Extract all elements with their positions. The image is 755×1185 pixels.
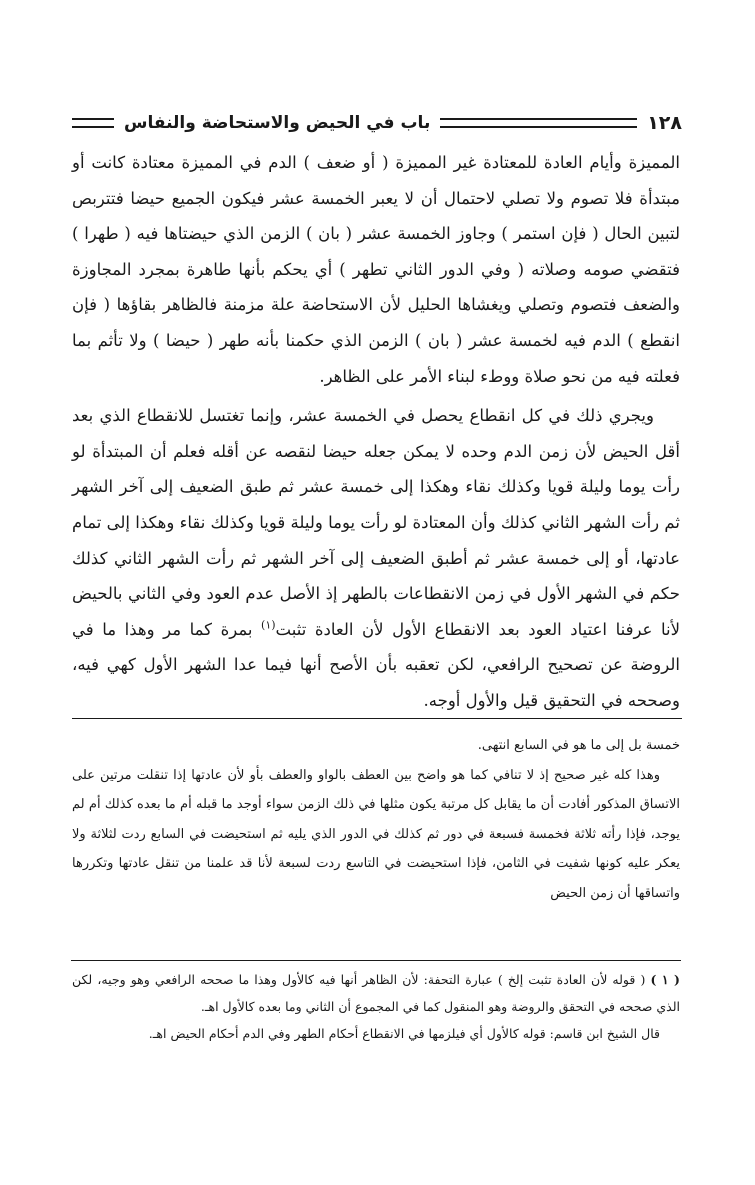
main-divider: [72, 718, 682, 719]
main-text: [72, 145, 680, 719]
main-paragraph-2-part-2: بمرة كما مر وهذا ما في الروضة عن تصحيح الرافعي، لكن تعقبه بأن الأصح أنها فيما عدا الشهر الأول كهي فيه، وصححه في التحقيق قيل والأول أوجه.: [72, 619, 680, 710]
main-paragraph-2: [72, 398, 680, 718]
footnote-paragraph-1: [72, 966, 680, 1020]
footnote-paragraph-2: قال الشيخ ابن قاسم: قوله كالأول أي فيلزمها في الانقطاع أحكام الطهر وفي الدم أحكام الحيض اهـ.: [148, 1026, 660, 1041]
footnote-reference[interactable]: (١): [261, 618, 276, 632]
footnote-text-1: ( قوله لأن العادة تثبت إلخ ) عبارة التحفة: لأن الظاهر أنها فيه كالأول وهذا ما صححه الرافعي وهو وجيه، لكن الذي صححه في التحقق والروضة وهو المنقول كما في المجموع أن الثاني وما بعده كالأول اهـ.: [72, 972, 680, 1014]
continued-note-line: خمسة بل إلى ما هو في السابع انتهى.: [477, 738, 680, 753]
header-rule-left: [72, 118, 114, 128]
main-paragraph-1: المميزة وأيام العادة للمعتادة غير المميزة ( أو ضعف ) الدم في المميزة معتادة كانت أو مبتدأة فلا تصوم ولا تصلي لاحتمال أن لا يعبر الخمسة عشر فيكون الجميع حيضا فتتربص لتبين الحال ( فإن استمر ) وجاوز الخمسة عشر ( بان ) الزمن الذي حيضتاها فيه ( طهرا ) فتقضي صومه وصلاته ( وفي الدور الثاني تطهر ) أي يحكم بأنها طاهرة بمجرد المجاوزة والضعف فتصوم وتصلي ويغشاها الحليل لأن الاستحاضة علة مزمنة فالظاهر بقاؤها ( فإن انقطع ) الدم فيه لخمسة عشر ( بان ) الزمن الذي حكمنا بأنه طهر ( حيضا ) ولا تأثم بما فعلته فيه من نحو صلاة ووطء لبناء الأمر على الظاهر.: [72, 153, 680, 386]
footnote-marker: ( ١ ): [650, 972, 680, 987]
page-number: ١٢٨: [647, 112, 682, 134]
running-header: [72, 108, 682, 138]
footnote-block: [72, 966, 680, 1047]
footnote-divider: [71, 960, 681, 961]
header-rule-middle: [440, 118, 597, 128]
chapter-title: باب في الحيض والاستحاضة والنفاس: [124, 113, 431, 133]
continued-note: [72, 731, 680, 909]
main-paragraph-2-part-1: ويجري ذلك في كل انقطاع يحصل في الخمسة عشر، وإنما تغتسل للانقطاع الذي بعد أقل الحيض لأن زمن الدم وحده لا يمكن جعله حيضا لنقصه عن أقله فعلم أن المبتدأة لو رأت يوما وليلة قويا وكذلك نقاء وهكذا إلى خمسة عشر ثم طبق الضعيف إلى آخر الشهر ثم رأت الشهر الثاني كذلك وأن المعتادة لو رأت يوما وليلة قويا وكذلك نقاء وهكذا إلى تمام عادتها، أو إلى خمسة عشر ثم أطبق الضعيف إلى آخر الشهر ثم رأت الشهر الثاني كذلك حكم في الشهر الأول في زمن الانقطاعات بالطهر إذ الأصل عدم العود وفي الثاني بالحيض لأنا عرفنا اعتياد العود بعد الانقطاع الأول لأن العادة تثبت: [72, 406, 680, 639]
header-rule-right: [597, 118, 637, 128]
continued-note-paragraph: وهذا كله غير صحيح إذ لا تنافي كما هو واضح بين العطف بالواو والعطف بأو لأن عادتها إذا تنقلت مرتين على الاتساق المذكور أفادت أن ما يقابل كل مرتبة يكون مثلها في ذلك الزمن سواء أوجد ما قبله أم ما بعده كذلك أم لم يوجد، فإذا رأته ثلاثة فخمسة فسبعة في دور ثم كذلك في الدور الذي يليه ثم استحيضت في السابع ردت لثلاثة ولا يعكر عليه كونها شفيت في الثامن، فإذا استحيضت في التاسع ردت لسبعة لأنا قد علمنا من تنقل عادتها وتكررها واتساقها أن زمن الحيض: [72, 767, 680, 901]
